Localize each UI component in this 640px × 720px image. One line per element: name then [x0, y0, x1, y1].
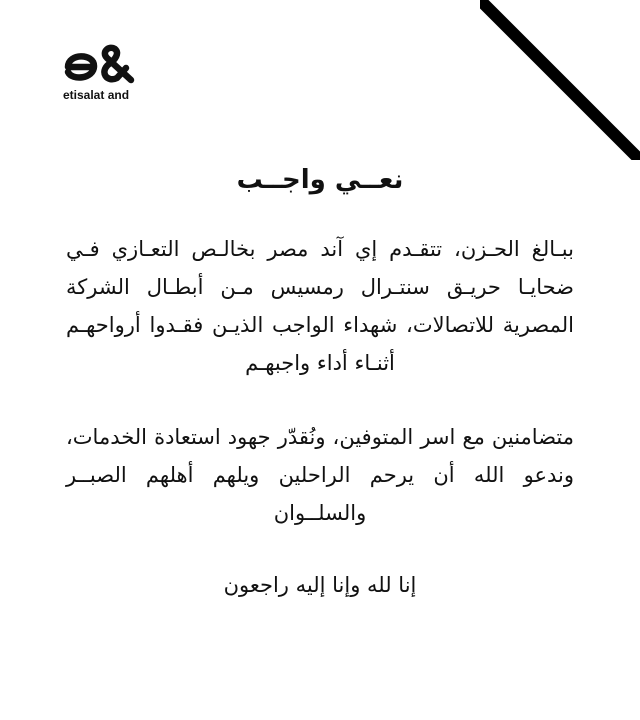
- e-and-logo: [63, 40, 153, 102]
- e-and-logo-icon: [63, 40, 135, 86]
- solidarity-paragraph: متضامنين مع اسر المتوفين، ونُقدّر جهود استعادة الخدمات، وندعو الله أن يرحم الراحلين ويلهم أهلهم الصبــر والسلــوان: [66, 425, 574, 525]
- mourning-ribbon-icon: [480, 0, 640, 160]
- condolence-paragraph: ببـالغ الحـزن، تتقـدم إي آند مصر بخالـص التعـازي فـي ضحايـا حريـق سنتـرال رمسيس مـن أبطـال الشركة المصرية للاتصالات، شهداء الواجب الذيـن فقـدوا أرواحهـم أثنـاء أداء واجبهـم: [66, 237, 574, 375]
- notice-title: نعــي واجــب: [236, 165, 404, 195]
- brand-name: etisalat and: [63, 88, 130, 102]
- closing-verse: إنا لله وإنا إليه راجعون: [223, 573, 417, 597]
- condolence-notice: [40, 160, 600, 604]
